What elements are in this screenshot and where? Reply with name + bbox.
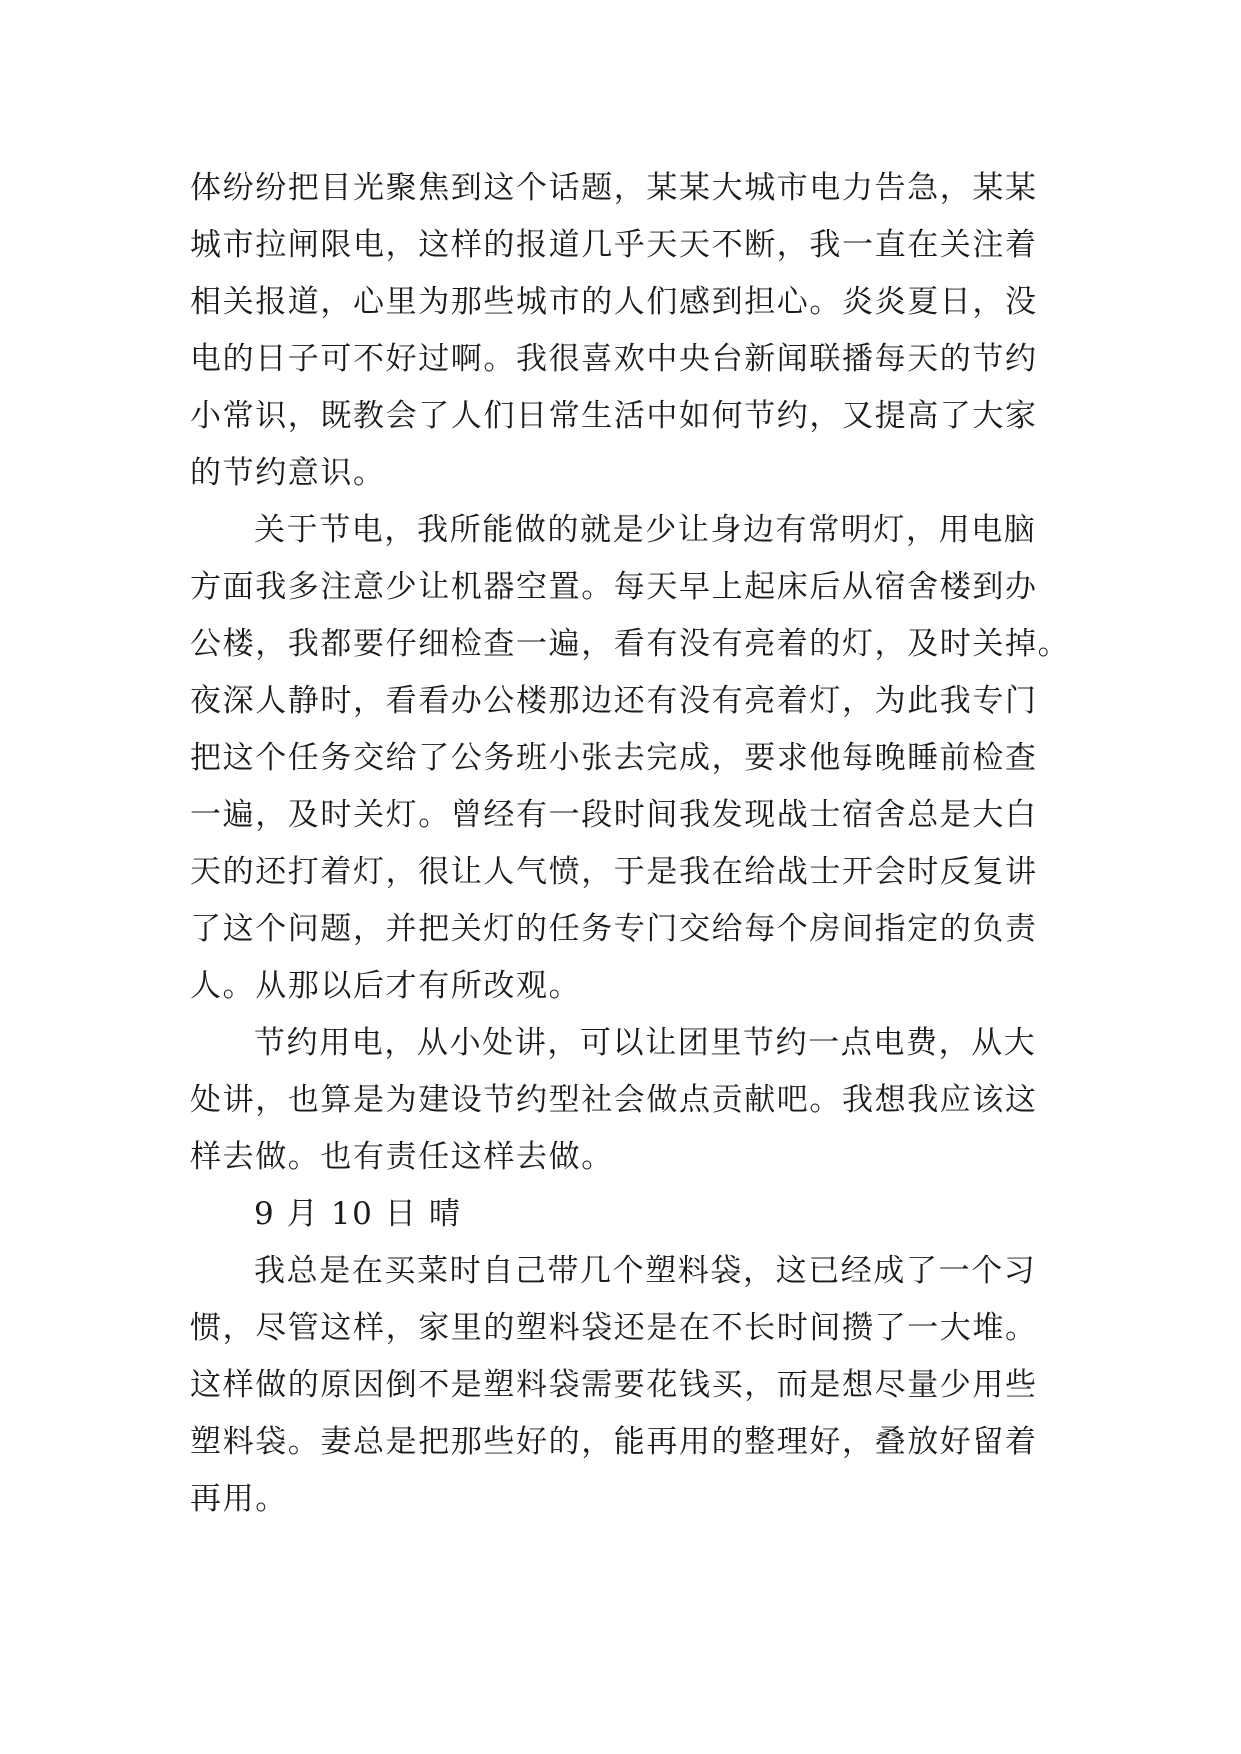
text-line: 方面我多注意少让机器空置。每天早上起床后从宿舍楼到办: [190, 569, 1038, 605]
text-line: 一遍，及时关灯。曾经有一段时间我发现战士宿舍总是大白: [190, 797, 1038, 833]
text-line: 处讲，也算是为建设节约型社会做点贡献吧。我想我应该这: [190, 1082, 1038, 1118]
text-line: 再用。: [190, 1481, 288, 1517]
paragraph-start-line: 关于节电，我所能做的就是少让身边有常明灯，用电脑: [254, 512, 1037, 548]
diary-date-heading: 9 月 10 日 晴: [254, 1196, 462, 1232]
text-line: 塑料袋。妻总是把那些好的，能再用的整理好，叠放好留着: [190, 1424, 1038, 1460]
text-line: 公楼，我都要仔细检查一遍，看有没有亮着的灯，及时关掉。: [190, 626, 1071, 662]
text-line: 这样做的原因倒不是塑料袋需要花钱买，而是想尽量少用些: [190, 1367, 1038, 1403]
document-body: [190, 160, 1071, 1528]
text-line: 了这个问题，并把关灯的任务专门交给每个房间指定的负责: [190, 911, 1038, 947]
text-line: 的节约意识。: [190, 455, 386, 491]
text-line: 电的日子可不好过啊。我很喜欢中央台新闻联播每天的节约: [190, 341, 1038, 377]
text-line: 体纷纷把目光聚焦到这个话题，某某大城市电力告急，某某: [190, 170, 1038, 206]
text-line: 天的还打着灯，很让人气愤，于是我在给战士开会时反复讲: [190, 854, 1038, 890]
text-line: 惯，尽管这样，家里的塑料袋还是在不长时间攒了一大堆。: [190, 1310, 1038, 1346]
text-line: 样去做。也有责任这样去做。: [190, 1139, 614, 1175]
text-line: 夜深人静时，看看办公楼那边还有没有亮着灯，为此我专门: [190, 683, 1038, 719]
paragraph-start-line: 我总是在买菜时自己带几个塑料袋，这已经成了一个习: [254, 1253, 1037, 1289]
text-line: 城市拉闸限电，这样的报道几乎天天不断，我一直在关注着: [190, 227, 1038, 263]
text-line: 相关报道，心里为那些城市的人们感到担心。炎炎夏日，没: [190, 284, 1038, 320]
text-line: 把这个任务交给了公务班小张去完成，要求他每晚睡前检查: [190, 740, 1038, 776]
text-line: 人。从那以后才有所改观。: [190, 968, 582, 1004]
text-line: 小常识，既教会了人们日常生活中如何节约，又提高了大家: [190, 398, 1038, 434]
paragraph-start-line: 节约用电，从小处讲，可以让团里节约一点电费，从大: [254, 1025, 1037, 1061]
